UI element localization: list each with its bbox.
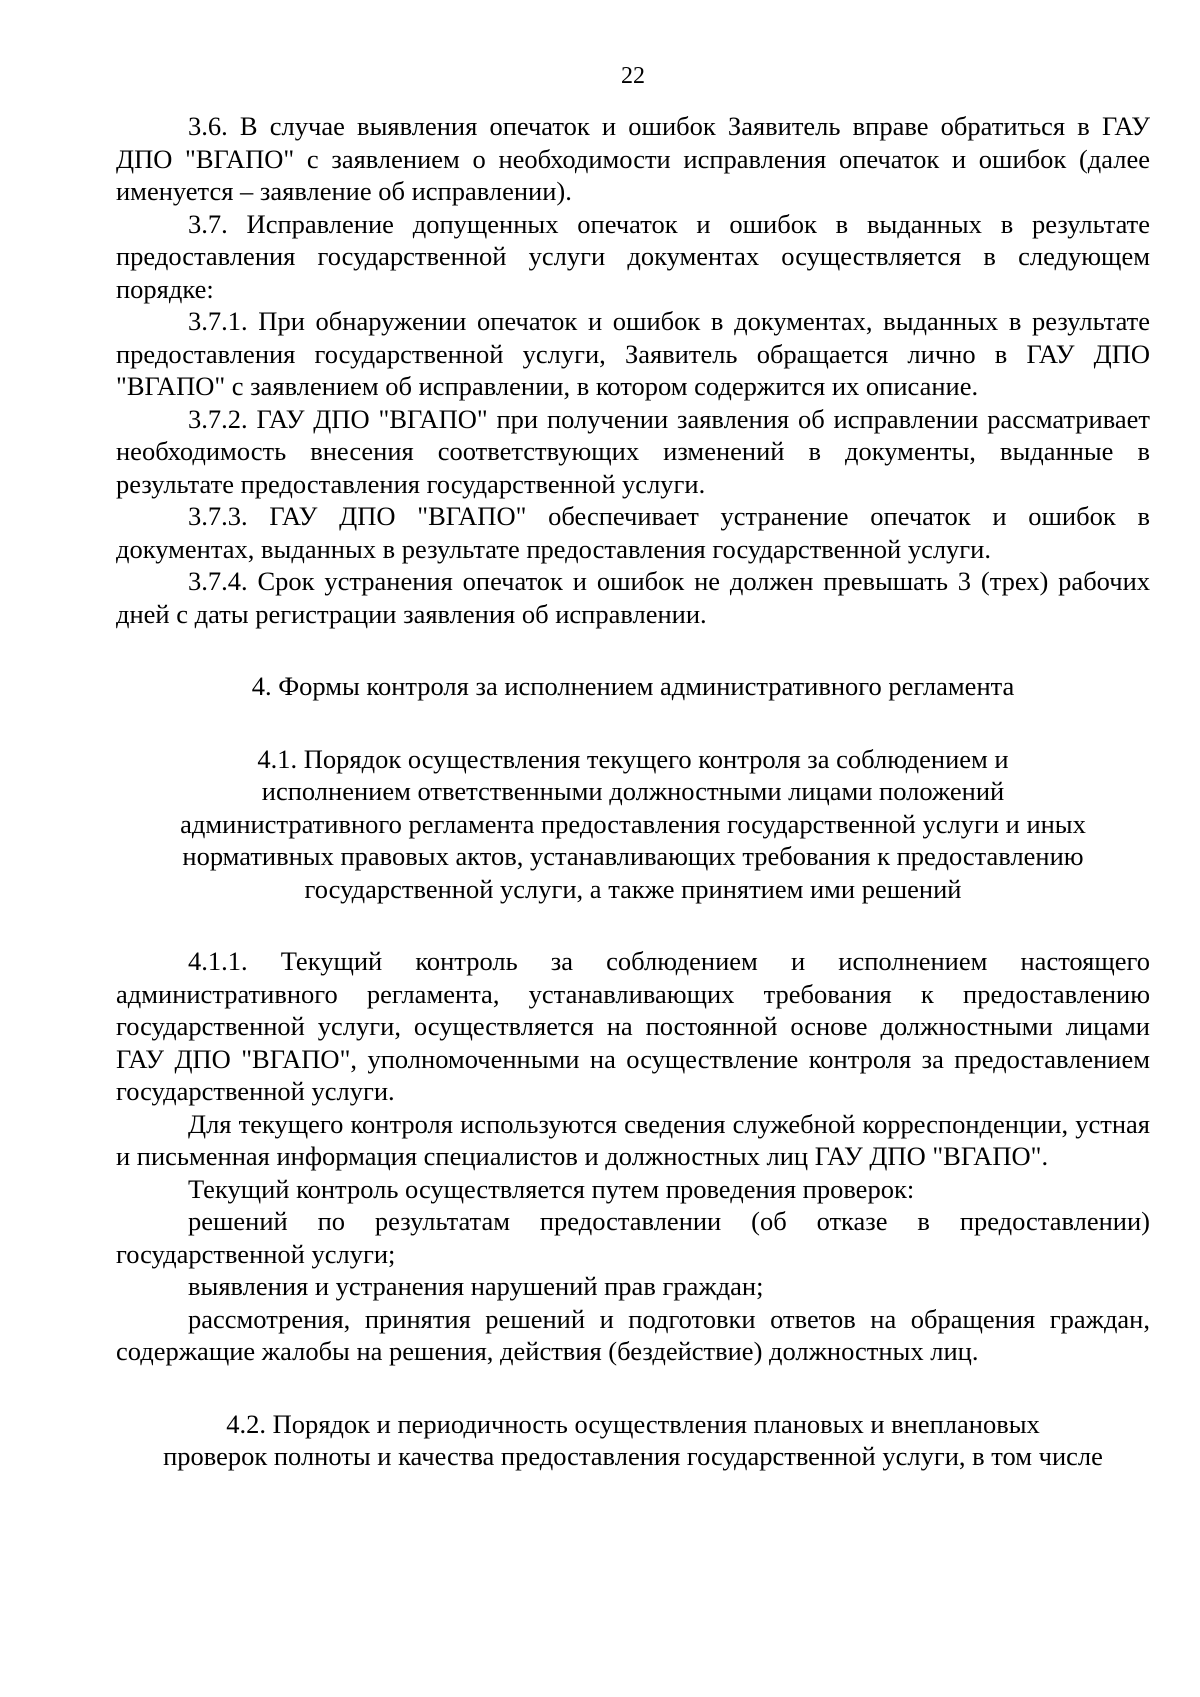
paragraph-4-1-1: 4.1.1. Текущий контроль за соблюдением и исполнением настоящего административного регламента, устанавливающих требования к предоставлению государственной услуги, осуществляется на постоянной основе должностными лицами ГАУ ДПО "ВГАПО", уполномоченными на осуществление контроля за предоставлением государственной услуги. (116, 946, 1150, 1106)
paragraph-3-6: 3.6. В случае выявления опечаток и ошибок Заявитель вправе обратиться в ГАУ ДПО "ВГАПО" с заявлением о необходимости исправления опечаток и ошибок (далее именуется – заявление об исправлении). (116, 111, 1150, 206)
paragraph-3-7-3: 3.7.3. ГАУ ДПО "ВГАПО" обеспечивает устранение опечаток и ошибок в документах, выданных в результате предоставления государственной услуги. (116, 501, 1150, 564)
paragraph-checks-intro: Текущий контроль осуществляется путем проведения проверок: (188, 1173, 915, 1204)
paragraph-3-7-4: 3.7.4. Срок устранения опечаток и ошибок не должен превышать 3 (трех) рабочих дней с даты регистрации заявления об исправлении. (116, 566, 1150, 629)
paragraph-3-7-2: 3.7.2. ГАУ ДПО "ВГАПО" при получении заявления об исправлении рассматривает необходимость внесения соответствующих изменений в документы, выданные в результате предоставления государственной услуги. (116, 403, 1150, 499)
subsection-4-1-title-line: исполнением ответственными должностными лицами положений (261, 776, 1005, 806)
subsection-4-1-title-line: нормативных правовых актов, устанавливающих требования к предоставлению (182, 841, 1084, 871)
subsection-4-1-title-line: 4.1. Порядок осуществления текущего контроля за соблюдением и (257, 743, 1009, 774)
paragraph-check-decisions: решений по результатам предоставлении (об отказе в предоставлении) государственной услуги; (116, 1206, 1150, 1269)
subsection-4-2-title-line: проверок полноты и качества предоставления государственной услуги, в том числе (163, 1441, 1103, 1471)
subsection-4-2-title-line: 4.2. Порядок и периодичность осуществления плановых и внеплановых (226, 1408, 1040, 1439)
paragraph-3-7: 3.7. Исправление допущенных опечаток и ошибок в выданных в результате предоставления государственной услуги документах осуществляется в следующем порядке: (116, 208, 1150, 304)
subsection-4-2-title (116, 1408, 1150, 1473)
document-page (116, 62, 1150, 1473)
page-number: 22 (621, 63, 645, 89)
paragraph-sources: Для текущего контроля используются сведения служебной корреспонденции, устная и письменная информация специалистов и должностных лиц ГАУ ДПО "ВГАПО". (116, 1108, 1150, 1171)
subsection-4-1-title-line: административного регламента предоставления государственной услуги и иных (180, 808, 1086, 839)
section-4-title: 4. Формы контроля за исполнением административного регламента (251, 671, 1015, 701)
paragraph-check-complaints: рассмотрения, принятия решений и подготовки ответов на обращения граждан, содержащие жалобы на решения, действия (бездействие) должностных лиц. (116, 1303, 1150, 1366)
paragraph-check-violations: выявления и устранения нарушений прав граждан; (188, 1271, 764, 1301)
subsection-4-1-title-line: государственной услуги, а также принятием ими решений (304, 873, 962, 904)
subsection-4-1-title (116, 743, 1150, 906)
paragraph-3-7-1: 3.7.1. При обнаружении опечаток и ошибок в документах, выданных в результате предоставления государственной услуги, Заявитель обращается лично в ГАУ ДПО "ВГАПО" с заявлением об исправлении, в котором содержится их описание. (116, 306, 1150, 401)
